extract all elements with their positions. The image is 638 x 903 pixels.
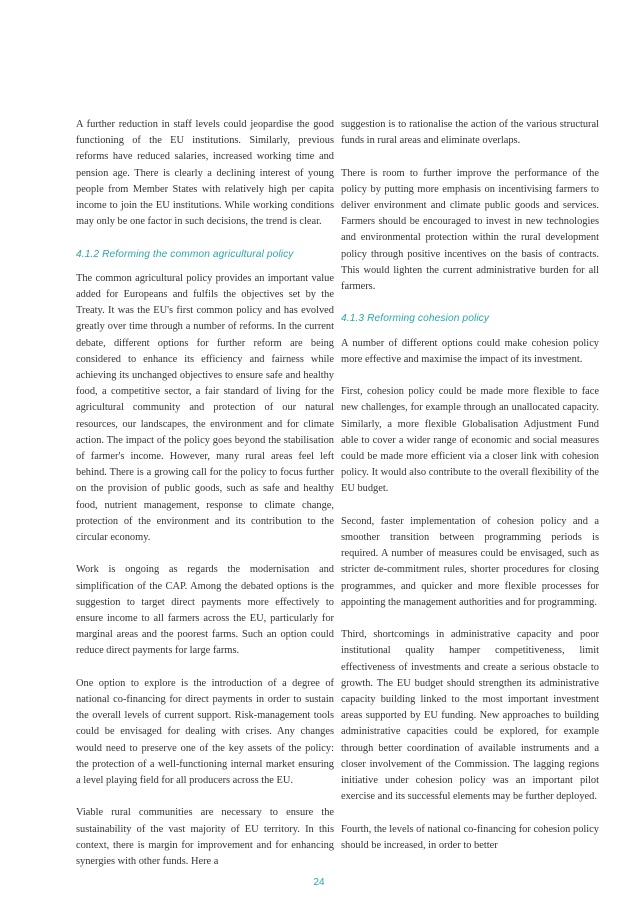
paragraph-cap-modernisation: Work is ongoing as regards the modernisation and simplification of the CAP. Among the debated options is the suggestion to target direct payments more effectively to ensure income to all farmers across the EU, particularly for marginal areas and the poorest farms. Such an option could reduce direct payments for large farms.	[76, 564, 334, 657]
paragraph-cohesion-options: A number of different options could make cohesion policy more effective and maximise the impact of its investment.	[341, 337, 599, 365]
paragraph-rural-communities: Viable rural communities are necessary to ensure the sustainability of the vast majority of EU territory. In this context, there is margin for improvement and for enhancing synergies with other funds. Here a	[76, 807, 334, 868]
left-column	[76, 117, 334, 886]
page-number: 24	[313, 877, 325, 888]
right-column	[341, 117, 599, 870]
paragraph-cap-value: The common agricultural policy provides an important value added for Europeans and fulfils the objectives set by the Treaty. It was the EU's first common policy and has evolved greatly over time through a number of reforms. In the current debate, different options for further reform are being considered to enhance its efficiency and fairness while achieving its unchanged objectives to ensure safe and healthy food, a competitive sector, a fair standard of living for the agricultural community and protection of our natural resources, our landscapes, the environment and for climate action. The impact of the policy goes beyond the stabilisation of farmer's income. However, many rural areas feel left behind. There is a growing call for the policy to focus further on the provision of public goods, such as safe and healthy food, nutrient management, response to climate change, protection of the environment and its contribution to the circular economy.	[76, 272, 334, 544]
paragraph-cohesion-fourth: Fourth, the levels of national co-financing for cohesion policy should be increased, in order to better	[341, 823, 599, 851]
heading-reforming-cap: 4.1.2 Reforming the common agricultural policy	[76, 248, 294, 260]
paragraph-cohesion-second: Second, faster implementation of cohesion policy and a smoother transition between programming periods is required. A number of measures could be envisaged, such as stricter de-commitment rules, shorter procedures for closing programmes, and quicker and more flexible processes for appointing the management authorities and for programming.	[341, 515, 599, 608]
heading-reforming-cohesion: 4.1.3 Reforming cohesion policy	[341, 313, 490, 325]
paragraph-staff-levels: A further reduction in staff levels could jeopardise the good functioning of the EU institutions. Similarly, previous reforms have reduced salaries, increased working time and pension age. There is clearly a declining interest of young people from Member States with relatively high per capita income to join the EU institutions. While working conditions may only be one factor in such decisions, the trend is clear.	[76, 119, 334, 228]
paragraph-cohesion-third: Third, shortcomings in administrative capacity and poor institutional quality hamper competitiveness, limit effectiveness of investments and create a serious obstacle to growth. The EU budget should strengthen its administrative capacity building linked to the most important investment areas supported by EU funding. New approaches to building administrative capacities could be explored, for example through better coordination of available instruments and a closer involvement of the Commission. The lagging regions initiative under cohesion policy was an important pilot exercise and its successful elements may be further deployed.	[341, 629, 599, 803]
paragraph-national-cofinancing: One option to explore is the introduction of a degree of national co-financing for direct payments in order to sustain the overall levels of current support. Risk-management tools could be envisaged for dealing with crises. Any changes would need to preserve one of the key assets of the policy: the protection of a well-functioning internal market ensuring a level playing field for all producers across the EU.	[76, 677, 334, 787]
paragraph-cohesion-first: First, cohesion policy could be made more flexible to face new challenges, for example through an unallocated capacity. Similarly, a more flexible Globalisation Adjustment Fund able to cover a wider range of economic and social measures could be made more efficient via a closer link with cohesion policy. It would also contribute to the overall flexibility of the EU budget.	[341, 386, 599, 495]
paragraph-environment-incentives: There is room to further improve the performance of the policy by putting more emphasis on incentivising farmers to deliver environment and climate public goods and services. Farmers should be encouraged to invest in new technologies and environmental protection within the rural development policy through positive incentives on the basis of contracts. This would lighten the current administrative burden for all farmers.	[341, 167, 599, 293]
paragraph-structural-funds: suggestion is to rationalise the action of the various structural funds in rural areas and eliminate overlaps.	[341, 119, 599, 147]
